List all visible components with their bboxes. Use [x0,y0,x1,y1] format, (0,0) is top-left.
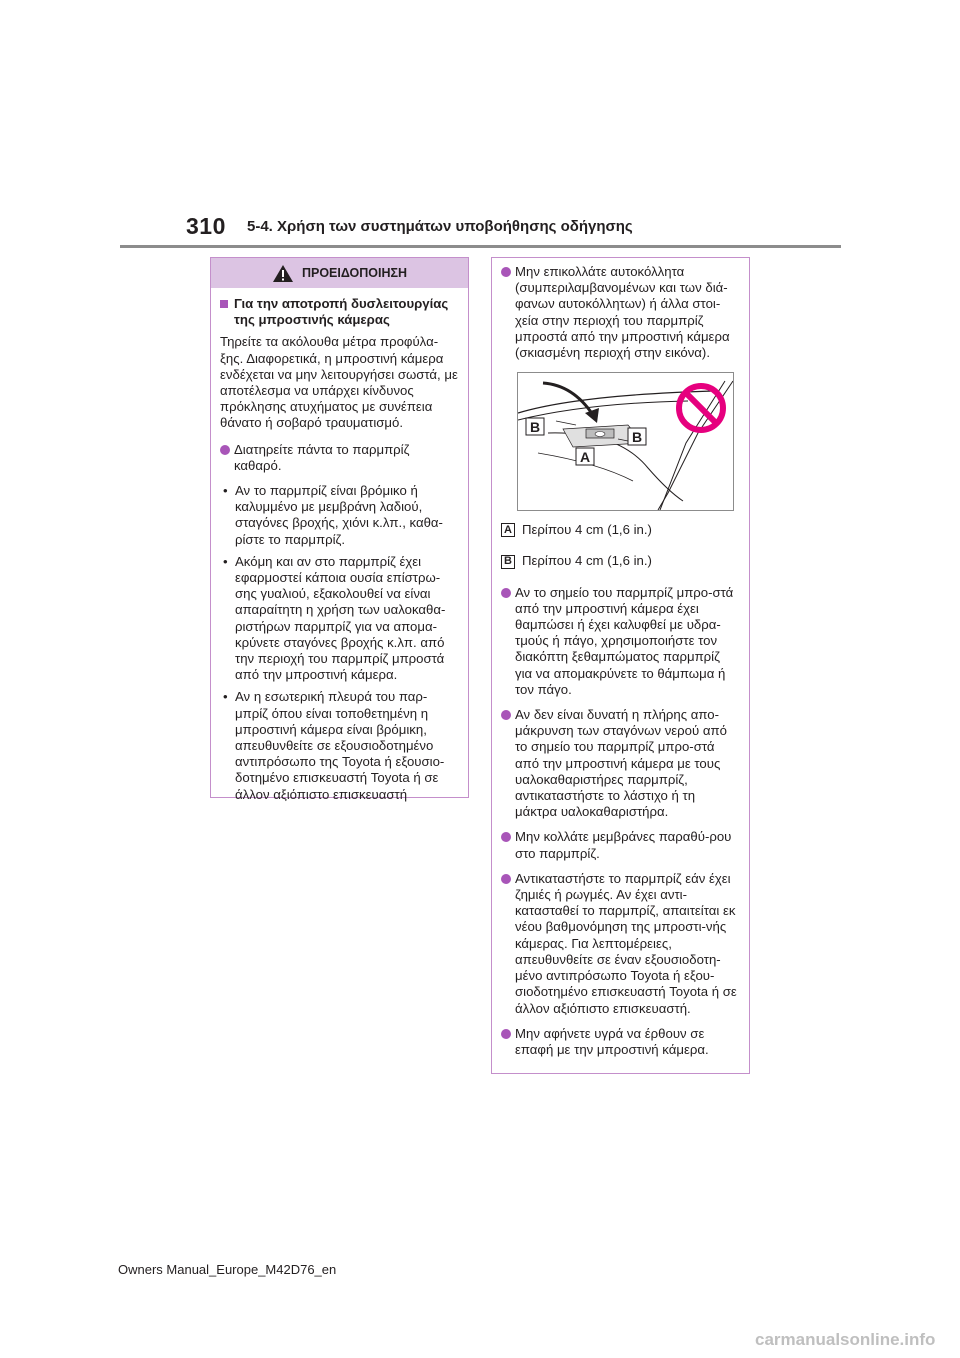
legend-text: Περίπου 4 cm (1,6 in.) [522,522,652,538]
page-number: 310 [186,213,226,239]
list-item [501,871,740,1017]
footer-text: Owners Manual_Europe_M42D76_en [118,1262,337,1277]
label-a: A [579,449,591,466]
list-item [501,707,740,820]
sub-item-marker: • [223,553,228,569]
windshield-camera-figure [517,372,734,511]
list-item-text: Μην κολλάτε μεμβράνες παραθύ-ρου στο παρμπρίζ. [515,829,732,861]
warning-title: ΠΡΟΕΙΔΟΠΟΙΗΣΗ [301,265,408,280]
list-item [501,264,740,361]
list-item-text: Αντικαταστήστε το παρμπρίζ εάν έχει ζημιές ή ρωγμές. Αν έχει αντι-κατασταθεί το παρμπρίζ, απαιτείται εκ νέου βαθμονόμηση της μπροστι-νής κάμερας. Για λεπτομέρειες, απευθυνθείτε σε έναν εξουσιοδοτη-μένο αντιπρόσωπο Toyota ή εξου-σιοδοτημένο επισκευαστή Toyota ή σε άλλον αξιόπιστο επισκευαστή. [515,870,737,1016]
warning-sub-item-text: Ακόμη και αν στο παρμπρίζ έχει εφαρμοστεί κάποια ουσία επίστρω-σης γυαλιού, εξακολουθεί να είναι απαραίτητη η χρήση των υαλοκαθα-ριστήρων παρμπρίζ για να απομα-κρύνετε σταγόνες βροχής κ.λπ. από την περιοχή του παρμπρίζ μπροστά από την μπροστινή κάμερα. [235,553,446,683]
warning-intro: Τηρείτε τα ακόλουθα μέτρα προφύλα-ξης. Διαφορετικά, η μπροστινή κάμερα ενδέχεται να μην λειτουργήσει σωστά, με αποτέλεσμα να υπάρχει κίνδυνος πρόκλησης ατυχήματος με συνέπεια θάνατο ή σοβαρό τραυματισμό. [220,334,458,431]
round-bullet-icon [501,1029,511,1039]
section-title: 5-4. Χρήση των συστημάτων υποβοήθησης οδήγησης [247,218,633,235]
list-item [501,1026,740,1058]
list-item [501,585,740,698]
legend-text: Περίπου 4 cm (1,6 in.) [522,553,652,569]
header-rule [120,245,841,248]
warning-box [210,257,469,802]
warning-bullet [220,442,458,474]
label-b-right: B [631,429,643,446]
round-bullet-icon [501,267,511,277]
warning-subheading-row [220,296,458,328]
warning-sub-item-text: Αν το παρμπρίζ είναι βρόμικο ή καλυμμένο με μεμβράνη λαδιού, σταγόνες βροχής, χιόνι κ.λπ., καθα-ρίστε το παρμπρίζ. [235,483,443,547]
list-item [501,829,740,861]
list-item-text: Μην επικολλάτε αυτοκόλλητα (συμπεριλαμβανομένων και των διά-φανων αυτοκόλλητων) ή άλλα στοι-χεία στην περιοχή του παρμπρίζ μπροστά από την μπροστινή κάμερα (σκιασμένη περιοχή στην εικόνα). [515,264,730,361]
sub-item-marker: • [223,483,228,499]
list-item-text: Μην αφήνετε υγρά να έρθουν σε επαφή με την μπροστινή κάμερα. [515,1025,709,1057]
legend-tag: A [501,523,515,537]
square-bullet-icon [220,300,228,308]
sub-item-marker: • [223,689,228,705]
warning-sub-item [220,483,458,548]
warning-triangle-icon [272,264,294,283]
windshield-camera-illustration [518,373,733,510]
legend-item [501,553,740,569]
warning-subheading: Για την αποτροπή δυσλειτουργίας της μπροστινής κάμερας [234,296,449,328]
list-item-text: Αν το σημείο του παρμπρίζ μπρο-στά από την μπροστινή κάμερα έχει θαμπώσει ή έχει καλυφθεί με υδρα-τμούς ή πάγο, χρησιμοποιήστε τον διακόπτη ξεθαμπώματος παρμπρίζ για να απομακρύνετε το θάμπωμα ή τον πάγο. [515,584,734,697]
list-item-text: Αν δεν είναι δυνατή η πλήρης απο-μάκρυνση των σταγόνων νερού από το σημείο του παρμπρίζ μπρο-στά από την μπροστινή κάμερα με τους υαλοκαθαριστήρες παρμπρίζ, αντικαταστήστε το λάστιχο ή τη μάκτρα υαλοκαθαριστήρα. [515,707,727,820]
watermark[interactable]: carmanualsonline.info [755,1330,936,1349]
round-bullet-icon [501,832,511,842]
warning-bullet-text: Διατηρείτε πάντα το παρμπρίζ καθαρό. [234,441,410,473]
round-bullet-icon [501,710,511,720]
warning-header [211,258,468,288]
legend-item [501,522,740,538]
round-bullet-icon [501,588,511,598]
warning-continued-box [491,257,750,1074]
label-b-left: B [529,419,541,436]
warning-sub-item [220,554,458,684]
round-bullet-icon [220,445,230,455]
warning-sub-item [220,689,458,802]
warning-sub-item-text: Αν η εσωτερική πλευρά του παρ-μπρίζ όπου είναι τοποθετημένη η μπροστινή κάμερα είναι βρόμικη, απευθυνθείτε σε εξουσιοδοτημένο αντιπρόσωπο της Toyota ή εξουσιο-δοτημένο επισκευαστή Toyota ή σε άλλον αξιόπιστο επισκευαστή [235,689,445,802]
prohibited-icon [679,386,723,430]
round-bullet-icon [501,874,511,884]
legend-tag: B [501,555,515,569]
